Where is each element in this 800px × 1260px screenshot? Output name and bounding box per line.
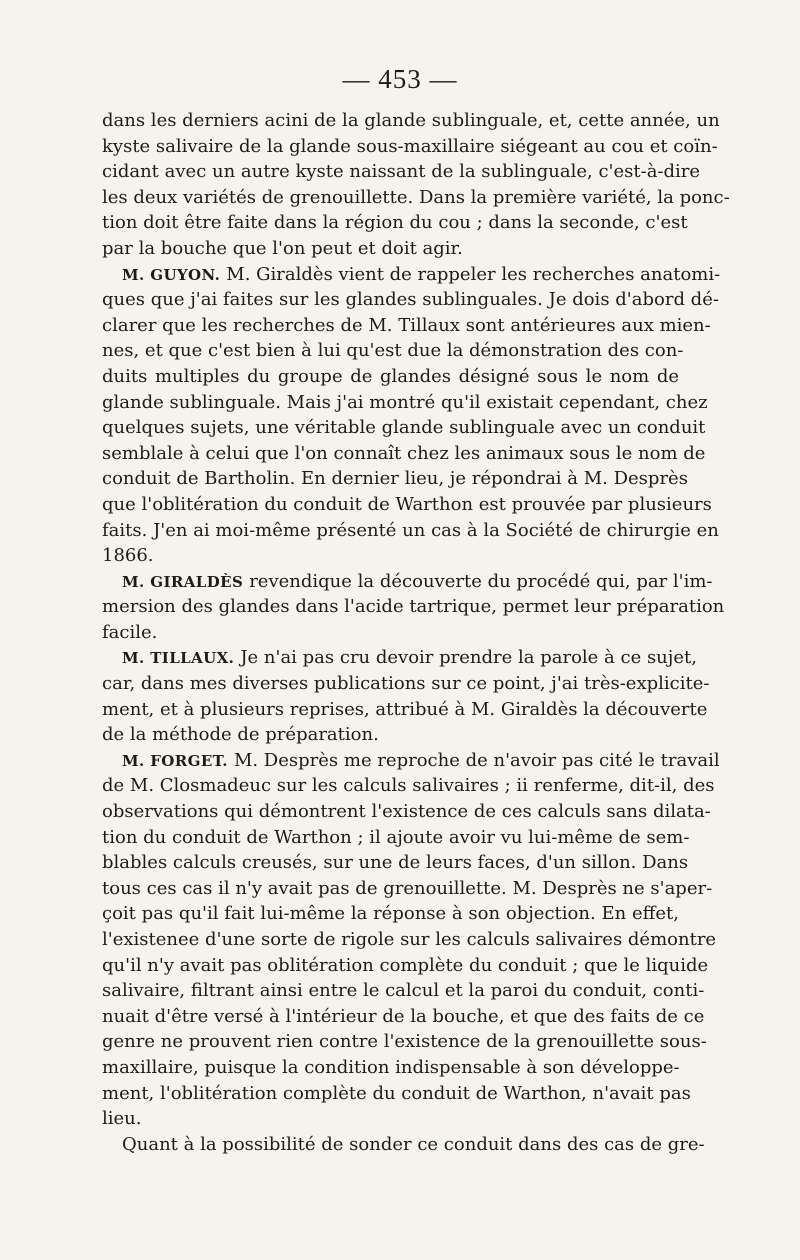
text-line [102, 466, 688, 492]
paragraph [102, 108, 730, 262]
line-text: 1866. [102, 545, 154, 567]
line-text: conduit de Bartholin. En dernier lieu, je répondrai à M. Desprès [102, 468, 688, 490]
line-text: lieu. [102, 1108, 142, 1130]
paragraph [102, 569, 725, 646]
text-line [102, 1132, 705, 1158]
paragraph [102, 645, 710, 747]
text-line [102, 1029, 707, 1055]
text-line [102, 492, 712, 518]
line-text: par la bouche que l'on peut et doit agir. [102, 237, 463, 259]
line-text: genre ne prouvent rien contre l'existence de la grenouillette sous- [102, 1031, 707, 1053]
line-text: salivaire, filtrant ainsi entre le calcul et la paroi du conduit, conti- [102, 980, 705, 1002]
text-line [102, 1004, 705, 1030]
line-text: tous ces cas il n'y avait pas de grenouillette. M. Desprès ne s'aper- [102, 877, 713, 899]
line-text: nes, et que c'est bien à lui qu'est due la démonstration des con- [102, 340, 684, 362]
text-line [102, 1106, 679, 1132]
text-line [102, 569, 713, 595]
text-line [102, 978, 705, 1004]
text-line [102, 748, 720, 774]
text-line [102, 901, 679, 927]
line-text: blables calculs creusés, sur une de leurs faces, d'un sillon. Dans [102, 852, 689, 874]
text-line [102, 799, 711, 825]
page-number: — 453 — [342, 64, 458, 94]
text-line [102, 876, 713, 902]
speaker-name: M. FORGET. [122, 751, 228, 770]
line-text: clarer que les recherches de M. Tillaux sont antérieures aux mien- [102, 314, 711, 336]
line-text: kyste salivaire de la glande sous-maxillaire siégeant au cou et coïn- [102, 135, 718, 157]
line-text: Quant à la possibilité de sonder ce conduit dans des cas de gre- [122, 1133, 705, 1155]
text-line [102, 262, 721, 288]
line-text: facile. [102, 621, 158, 643]
line-text: dans les derniers acini de la glande sublinguale, et, cette année, un [102, 110, 720, 131]
line-text: mersion des glandes dans l'acide tartrique, permet leur préparation [102, 596, 725, 618]
paragraph [102, 1132, 705, 1158]
line-text: çoit pas qu'il fait lui-même la réponse à son objection. En effet, [102, 903, 679, 925]
line-text: qu'il n'y avait pas oblitération complète du conduit ; que le liquide [102, 954, 709, 976]
line-text: cidant avec un autre kyste naissant de la sublinguale, c'est-à-dire [102, 161, 701, 183]
line-text: que l'oblitération du conduit de Warthon est prouvée par plusieurs [102, 493, 712, 515]
text-line [102, 338, 684, 364]
text-line [102, 1055, 679, 1081]
text-line [102, 1081, 691, 1107]
body-text [102, 108, 730, 1157]
line-text: M. Desprès me reproche de n'avoir pas cité le travail [233, 749, 720, 771]
text-line [102, 645, 697, 671]
text-line [102, 620, 679, 646]
line-text: l'existenee d'une sorte de rigole sur les calculs salivaires démontre [102, 929, 717, 950]
line-text: tion du conduit de Warthon ; il ajoute avoir vu lui-même de sem- [102, 826, 690, 848]
line-text: semblale à celui que l'on connaît chez les animaux sous le nom de [102, 442, 706, 464]
text-line [102, 185, 730, 211]
text-line [102, 927, 717, 953]
text-line [102, 825, 690, 851]
text-line [102, 953, 709, 979]
line-text: maxillaire, puisque la condition indispensable à son développe- [102, 1056, 680, 1078]
text-line [102, 134, 718, 160]
text-line [102, 313, 711, 339]
text-line [102, 159, 701, 185]
line-text: ques que j'ai faites sur les glandes sublinguales. Je dois d'abord dé- [102, 289, 719, 311]
line-text: faits. J'en ai moi-même présenté un cas à la Société de chirurgie en [102, 519, 719, 541]
text-line [102, 108, 720, 134]
paragraph [102, 262, 721, 569]
text-line [102, 390, 708, 416]
text-line [102, 773, 715, 799]
speaker-name: M. GUYON. [122, 265, 221, 284]
text-line [102, 722, 679, 748]
text-line [102, 671, 710, 697]
line-text: observations qui démontrent l'existence de ces calculs sans dilata- [102, 801, 711, 823]
text-line [102, 594, 725, 620]
text-line [102, 850, 689, 876]
text-line [102, 441, 706, 467]
line-text: ment, et à plusieurs reprises, attribué à M. Giraldès la découverte [102, 698, 708, 720]
line-text: quelques sujets, une véritable glande sublinguale avec un conduit [102, 417, 706, 439]
text-line [102, 287, 719, 313]
line-text: les deux variétés de grenouillette. Dans la première variété, la ponc- [102, 186, 730, 208]
text-line [102, 415, 706, 441]
line-text: car, dans mes diverses publications sur ce point, j'ai très-explicite- [102, 673, 710, 695]
text-line [102, 518, 719, 544]
line-text: de la méthode de préparation. [102, 724, 379, 746]
line-text: M. Giraldès vient de rappeler les recherches anatomi- [226, 263, 721, 285]
line-text: Je n'ai pas cru devoir prendre la parole à ce sujet, [240, 647, 697, 669]
speaker-name: M. GIRALDÈS [122, 572, 244, 591]
line-text: revendique la découverte du procédé qui, par l'im- [249, 570, 713, 592]
line-text: ment, l'oblitération complète du conduit de Warthon, n'avait pas [102, 1082, 691, 1104]
text-line [102, 697, 708, 723]
text-line [102, 210, 688, 236]
line-text: tion doit être faite dans la région du cou ; dans la seconde, c'est [102, 212, 688, 234]
line-text: nuait d'être versé à l'intérieur de la bouche, et que des faits de ce [102, 1005, 705, 1027]
text-line [102, 543, 679, 569]
line-text: glande sublinguale. Mais j'ai montré qu'il existait cependant, chez [102, 391, 708, 413]
line-text: de M. Closmadeuc sur les calculs salivaires ; ii renferme, dit-il, des [102, 775, 715, 797]
text-line [102, 236, 679, 262]
line-text: duits multiples du groupe de glandes désigné sous le nom de [102, 365, 679, 387]
text-line [102, 364, 679, 390]
paragraph [102, 748, 720, 1132]
speaker-name: M. TILLAUX. [122, 649, 235, 668]
